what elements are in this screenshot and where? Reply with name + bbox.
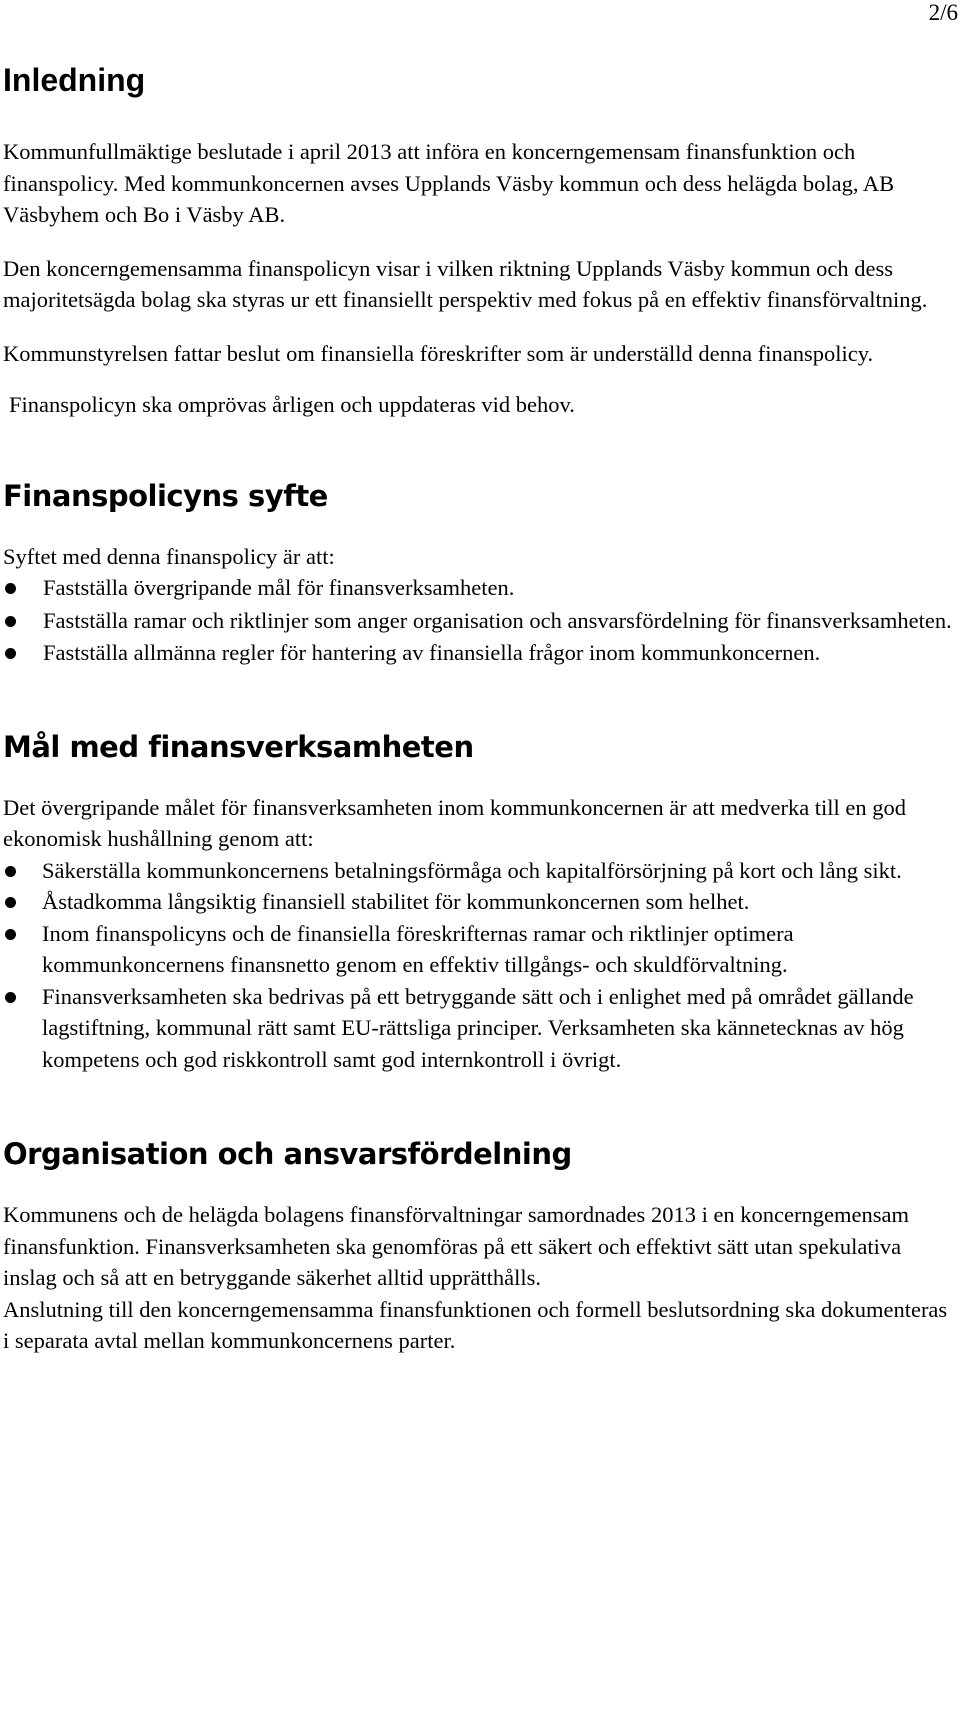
mal-bullet-list [3,855,953,1076]
heading-mal: Mål med finansverksamheten [3,729,474,764]
section-syfte [3,477,953,669]
bullet-icon [5,866,16,877]
heading-organisation: Organisation och ansvarsfördelning [3,1137,572,1171]
heading-syfte: Finanspolicyns syfte [3,478,328,513]
list-item: Inom finanspolicyns och de finansiella föreskrifternas ramar och riktlinjer optimera kommunkoncernens finansnetto genom en effektiv tillgångs- och skuldförvaltning. [3,918,953,981]
list-item: Fastställa allmänna regler för hantering av finansiella frågor inom kommunkoncernen. [3,637,953,669]
paragraph-mal-lead: Det övergripande målet för finansverksamheten inom kommunkoncernen är att medverka till en god ekonomisk hushållning genom att: [3,794,907,851]
bullet-icon [5,992,16,1003]
heading-inledning: Inledning [3,62,146,98]
section-mal [3,728,953,1076]
list-item: Säkerställa kommunkoncernens betalningsförmåga och kapitalförsörjning på kort och lång sikt. [3,855,953,887]
paragraph-intro-1: Kommunfullmäktige beslutade i april 2013 att införa en koncerngemensam finansfunktion och finanspolicy. Med kommunkoncernen avses Upplands Väsby kommun och dess helägda bolag, AB Väsbyhem och Bo i Väsby AB. [3,139,895,227]
bullet-icon [5,583,16,594]
paragraph-org-1: Kommunens och de helägda bolagens finansförvaltningar samordnades 2013 i en koncerngemensam finansfunktion. Finansverksamheten ska genomföras på ett säkert och effektivt sätt utan spekulativa inslag och så att en betryggande säkerhet alltid upprätthålls. [3,1202,909,1290]
list-item: Åstadkomma långsiktig finansiell stabilitet för kommunkoncernen som helhet. [3,886,953,918]
section-inledning [3,60,953,421]
page-number: 2/6 [928,0,958,25]
section-organisation [3,1135,953,1357]
list-item: Fastställa övergripande mål för finansverksamheten. [3,572,953,604]
syfte-bullet-list [3,572,953,669]
paragraph-intro-4: Finanspolicyn ska omprövas årligen och uppdateras vid behov. [9,392,575,417]
bullet-icon [5,648,16,659]
bullet-icon [5,616,16,627]
list-item: Fastställa ramar och riktlinjer som anger organisation och ansvarsfördelning för finansverksamheten. [3,605,953,637]
paragraph-intro-3: Kommunstyrelsen fattar beslut om finansiella föreskrifter som är underställd denna finanspolicy. [3,340,874,366]
paragraph-org-2: Anslutning till den koncerngemensamma finansfunktionen och formell beslutsordning ska dokumenteras i separata avtal mellan kommunkoncernens parter. [3,1296,948,1353]
bullet-icon [5,929,16,940]
list-item: Finansverksamheten ska bedrivas på ett betryggande sätt och i enlighet med på området gällande lagstiftning, kommunal rätt samt EU-rättsliga principer. Verksamheten ska kännetecknas av hög kompetens och god riskkontroll samt god internkontroll i övrigt. [3,981,953,1076]
paragraph-intro-2: Den koncerngemensamma finanspolicyn visar i vilken riktning Upplands Väsby kommun och dess majoritetsägda bolag ska styras ur ett finansiellt perspektiv med fokus på en effektiv finansförvaltning. [3,255,928,312]
paragraph-syfte-lead: Syftet med denna finanspolicy är att: [3,543,335,569]
document-body [3,58,953,1357]
bullet-icon [5,897,16,908]
